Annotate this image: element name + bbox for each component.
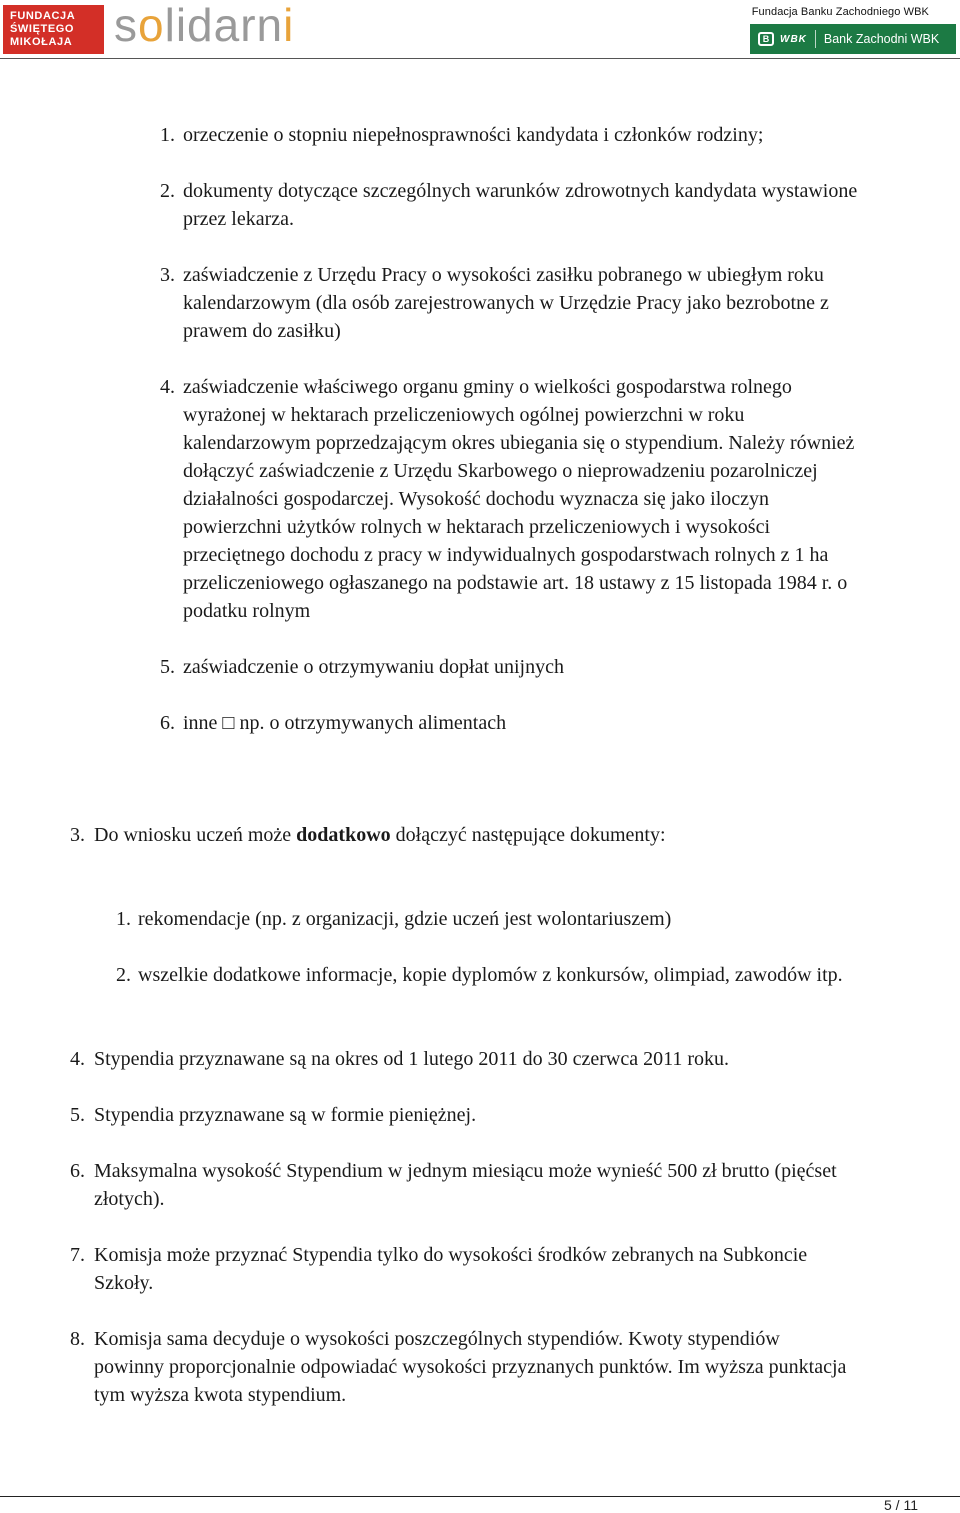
item-text: rekomendacje (np. z organizacji, gdzie uczeń jest wolontariuszem) bbox=[138, 908, 672, 930]
item-text: Maksymalna wysokość Stypendium w jednym miesiącu może wynieść 500 zł brutto (pięćset bbox=[94, 1160, 837, 1182]
item-text: prawem do zasiłku) bbox=[183, 320, 341, 342]
item-text: wszelkie dodatkowe informacje, kopie dyplomów z konkursów, olimpiad, zawodów itp. bbox=[138, 964, 843, 986]
item-number: 1. bbox=[116, 908, 131, 930]
item-number: 6. bbox=[70, 1160, 85, 1182]
item-text: kalendarzowym (dla osób zarejestrowanych w Urzędzie Pracy jako bezrobotne z bbox=[183, 292, 829, 314]
bank-wbk-mark: WBK bbox=[780, 33, 807, 45]
bank-logo-divider bbox=[815, 30, 816, 48]
item-number: 2. bbox=[116, 964, 131, 986]
solidarni-accent: o bbox=[138, 0, 165, 51]
footer-divider bbox=[0, 1496, 960, 1497]
item-number: 6. bbox=[160, 712, 175, 734]
solidarni-logo bbox=[114, 0, 294, 50]
bank-mark-icon: B bbox=[758, 32, 774, 46]
item-text: Komisja sama decyduje o wysokości poszczególnych stypendiów. Kwoty stypendiów bbox=[94, 1328, 780, 1350]
bzwbk-logo bbox=[750, 24, 956, 54]
logo-line: MIKOŁAJA bbox=[10, 36, 73, 48]
logo-line: ŚWIĘTEGO bbox=[10, 23, 75, 35]
item-text: Komisja może przyznać Stypendia tylko do wysokości środków zebranych na Subkoncie bbox=[94, 1244, 808, 1266]
item-number: 8. bbox=[70, 1328, 85, 1350]
item-text: powinny proporcjonalnie odpowiadać wysokości przyznanych punktów. Im wyższa punktacja bbox=[94, 1356, 847, 1378]
item-text: Szkoły. bbox=[94, 1272, 154, 1294]
page-header bbox=[0, 0, 960, 60]
solidarni-text: s bbox=[114, 0, 138, 51]
item-text: wyrażonej w hektarach przeliczeniowych ogólnej powierzchni w roku bbox=[183, 404, 745, 426]
fundacja-swietego-mikolaja-logo bbox=[3, 5, 104, 54]
item-number: 5. bbox=[70, 1104, 85, 1126]
solidarni-accent: i bbox=[283, 0, 295, 51]
item-number: 3. bbox=[160, 264, 175, 286]
logo-line: FUNDACJA bbox=[10, 10, 76, 22]
text-run: dołączyć następujące dokumenty: bbox=[390, 824, 666, 846]
item-text: zaświadczenie o otrzymywaniu dopłat unijnych bbox=[183, 656, 564, 678]
item-text: Stypendia przyznawane są w formie pieniężnej. bbox=[94, 1104, 477, 1126]
item-text: tym wyższa kwota stypendium. bbox=[94, 1384, 347, 1406]
item-number: 4. bbox=[70, 1048, 85, 1070]
item-text: inne □ np. o otrzymywanych alimentach bbox=[183, 712, 507, 734]
item-text: przeliczeniowego ogłaszanego na podstawie art. 18 ustawy z 15 listopada 1984 r. o bbox=[183, 572, 848, 594]
item-text: podatku rolnym bbox=[183, 600, 311, 622]
item-text: przez lekarza. bbox=[183, 208, 295, 230]
page-number: 5 / 11 bbox=[884, 1497, 918, 1513]
item-text bbox=[94, 821, 666, 849]
item-text: powierzchni użytków rolnych w hektarach przeliczeniowych i wysokości bbox=[183, 516, 771, 538]
item-number: 3. bbox=[70, 824, 85, 846]
item-text: dokumenty dotyczące szczególnych warunków zdrowotnych kandydata wystawione bbox=[183, 180, 858, 202]
item-text: zaświadczenie z Urzędu Pracy o wysokości zasiłku pobranego w ubiegłym roku bbox=[183, 264, 824, 286]
item-text: orzeczenie o stopniu niepełnosprawności kandydata i członków rodziny; bbox=[183, 124, 764, 146]
text-run: Do wniosku uczeń może bbox=[94, 824, 297, 846]
item-text: dołączyć zaświadczenie z Urzędu Skarbowego o nieprowadzeniu pozarolniczej bbox=[183, 460, 818, 482]
item-text: działalności gospodarczej. Wysokość dochodu wyznacza się jako iloczyn bbox=[183, 488, 770, 510]
bank-name: Bank Zachodni WBK bbox=[823, 32, 940, 46]
bold-text: dodatkowo bbox=[296, 824, 391, 846]
item-number: 4. bbox=[160, 376, 175, 398]
item-number: 5. bbox=[160, 656, 175, 678]
item-text: Stypendia przyznawane są na okres od 1 lutego 2011 do 30 czerwca 2011 roku. bbox=[94, 1048, 729, 1070]
item-text: złotych). bbox=[94, 1188, 165, 1210]
fundacja-bzwbk-label: Fundacja Banku Zachodniego WBK bbox=[751, 6, 929, 18]
solidarni-text: lidarn bbox=[164, 0, 284, 51]
item-text: kalendarzowym poprzedzającym okres ubiegania się o stypendium. Należy również bbox=[183, 432, 855, 454]
item-text: zaświadczenie właściwego organu gminy o wielkości gospodarstwa rolnego bbox=[183, 376, 792, 398]
item-text: przeciętnego dochodu z pracy w indywidualnych gospodarstwach rolnych z 1 ha bbox=[183, 544, 829, 566]
header-divider bbox=[0, 58, 960, 59]
item-number: 1. bbox=[160, 124, 175, 146]
item-number: 2. bbox=[160, 180, 175, 202]
item-number: 7. bbox=[70, 1244, 85, 1266]
